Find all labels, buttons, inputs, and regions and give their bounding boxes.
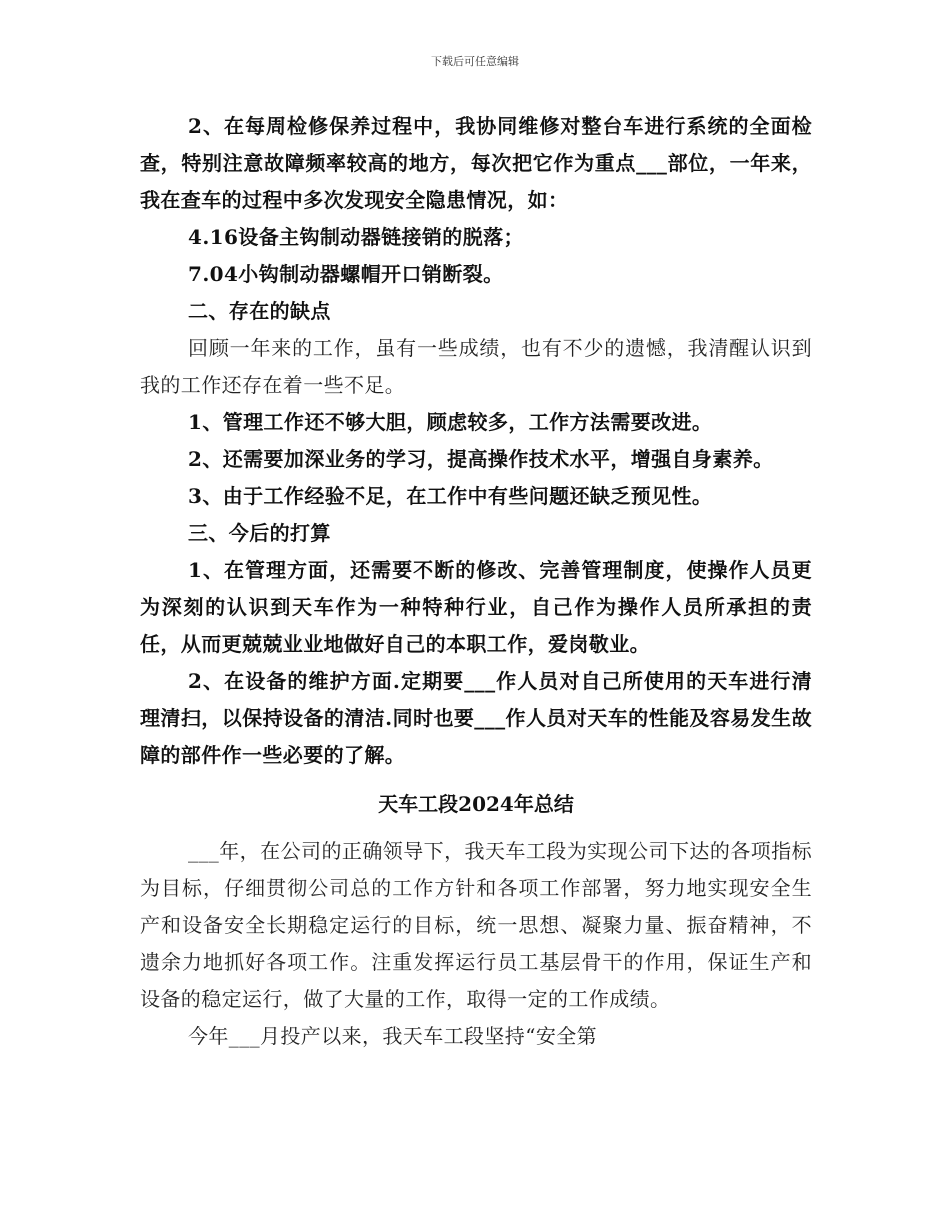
paragraph-review: 回顾一年来的工作，虽有一些成绩，也有不少的遗憾，我清醒认识到我的工作还存在着一些不足。	[140, 336, 812, 397]
paragraph-plan-2: 2、在设备的维护方面.定期要___作人员对自己所使用的天车进行清理清扫，以保持设备的清洁.同时也要___作人员对天车的性能及容易发生故障的部件作一些必要的了解。	[140, 669, 812, 767]
heading-plans: 三、今后的打算	[188, 521, 331, 545]
paragraph-item-704: 7.04小钩制动器螺帽开口销断裂。	[188, 262, 504, 286]
paragraph-summary-intro: ___年，在公司的正确领导下，我天车工段为实现公司下达的各项指标为目标，仔细贯彻公司总的工作方针和各项工作部署，努力地实现安全生产和设备安全长期稳定运行的目标，统一思想、凝聚力量、振奋精神，不遗余力地抓好各项工作。注重发挥运行员工基层骨干的作用，保证生产和设备的稳定运行，做了大量的工作，取得一定的工作成绩。	[140, 839, 812, 1011]
paragraph-plan-1: 1、在管理方面，还需要不断的修改、完善管理制度，使操作人员更为深刻的认识到天车作为一种特种行业，自己作为操作人员所承担的责任，从而更兢兢业业地做好自己的本职工作，爱岗敬业。	[140, 558, 812, 656]
paragraph-item-416: 4.16设备主钩制动器链接销的脱落；	[188, 225, 524, 249]
heading-shortcomings: 二、存在的缺点	[188, 299, 331, 323]
document-body	[140, 108, 812, 1055]
page-header: 下载后可任意编辑	[431, 55, 519, 68]
paragraph-inspection: 2、在每周检修保养过程中，我协同维修对整台车进行系统的全面检查，特别注意故障频率较高的地方，每次把它作为重点___部位，一年来，我在查车的过程中多次发现安全隐患情况，如：	[140, 114, 812, 212]
paragraph-summary-continued: 今年___月投产以来，我天车工段坚持“安全第	[188, 1024, 598, 1048]
paragraph-shortcoming-3: 3、由于工作经验不足，在工作中有些问题还缺乏预见性。	[188, 484, 713, 508]
paragraph-shortcoming-2: 2、还需要加深业务的学习，提高操作技术水平，增强自身素养。	[188, 447, 774, 471]
section-title: 天车工段2024年总结	[378, 792, 574, 816]
paragraph-shortcoming-1: 1、管理工作还不够大胆，顾虑较多，工作方法需要改进。	[188, 410, 713, 434]
